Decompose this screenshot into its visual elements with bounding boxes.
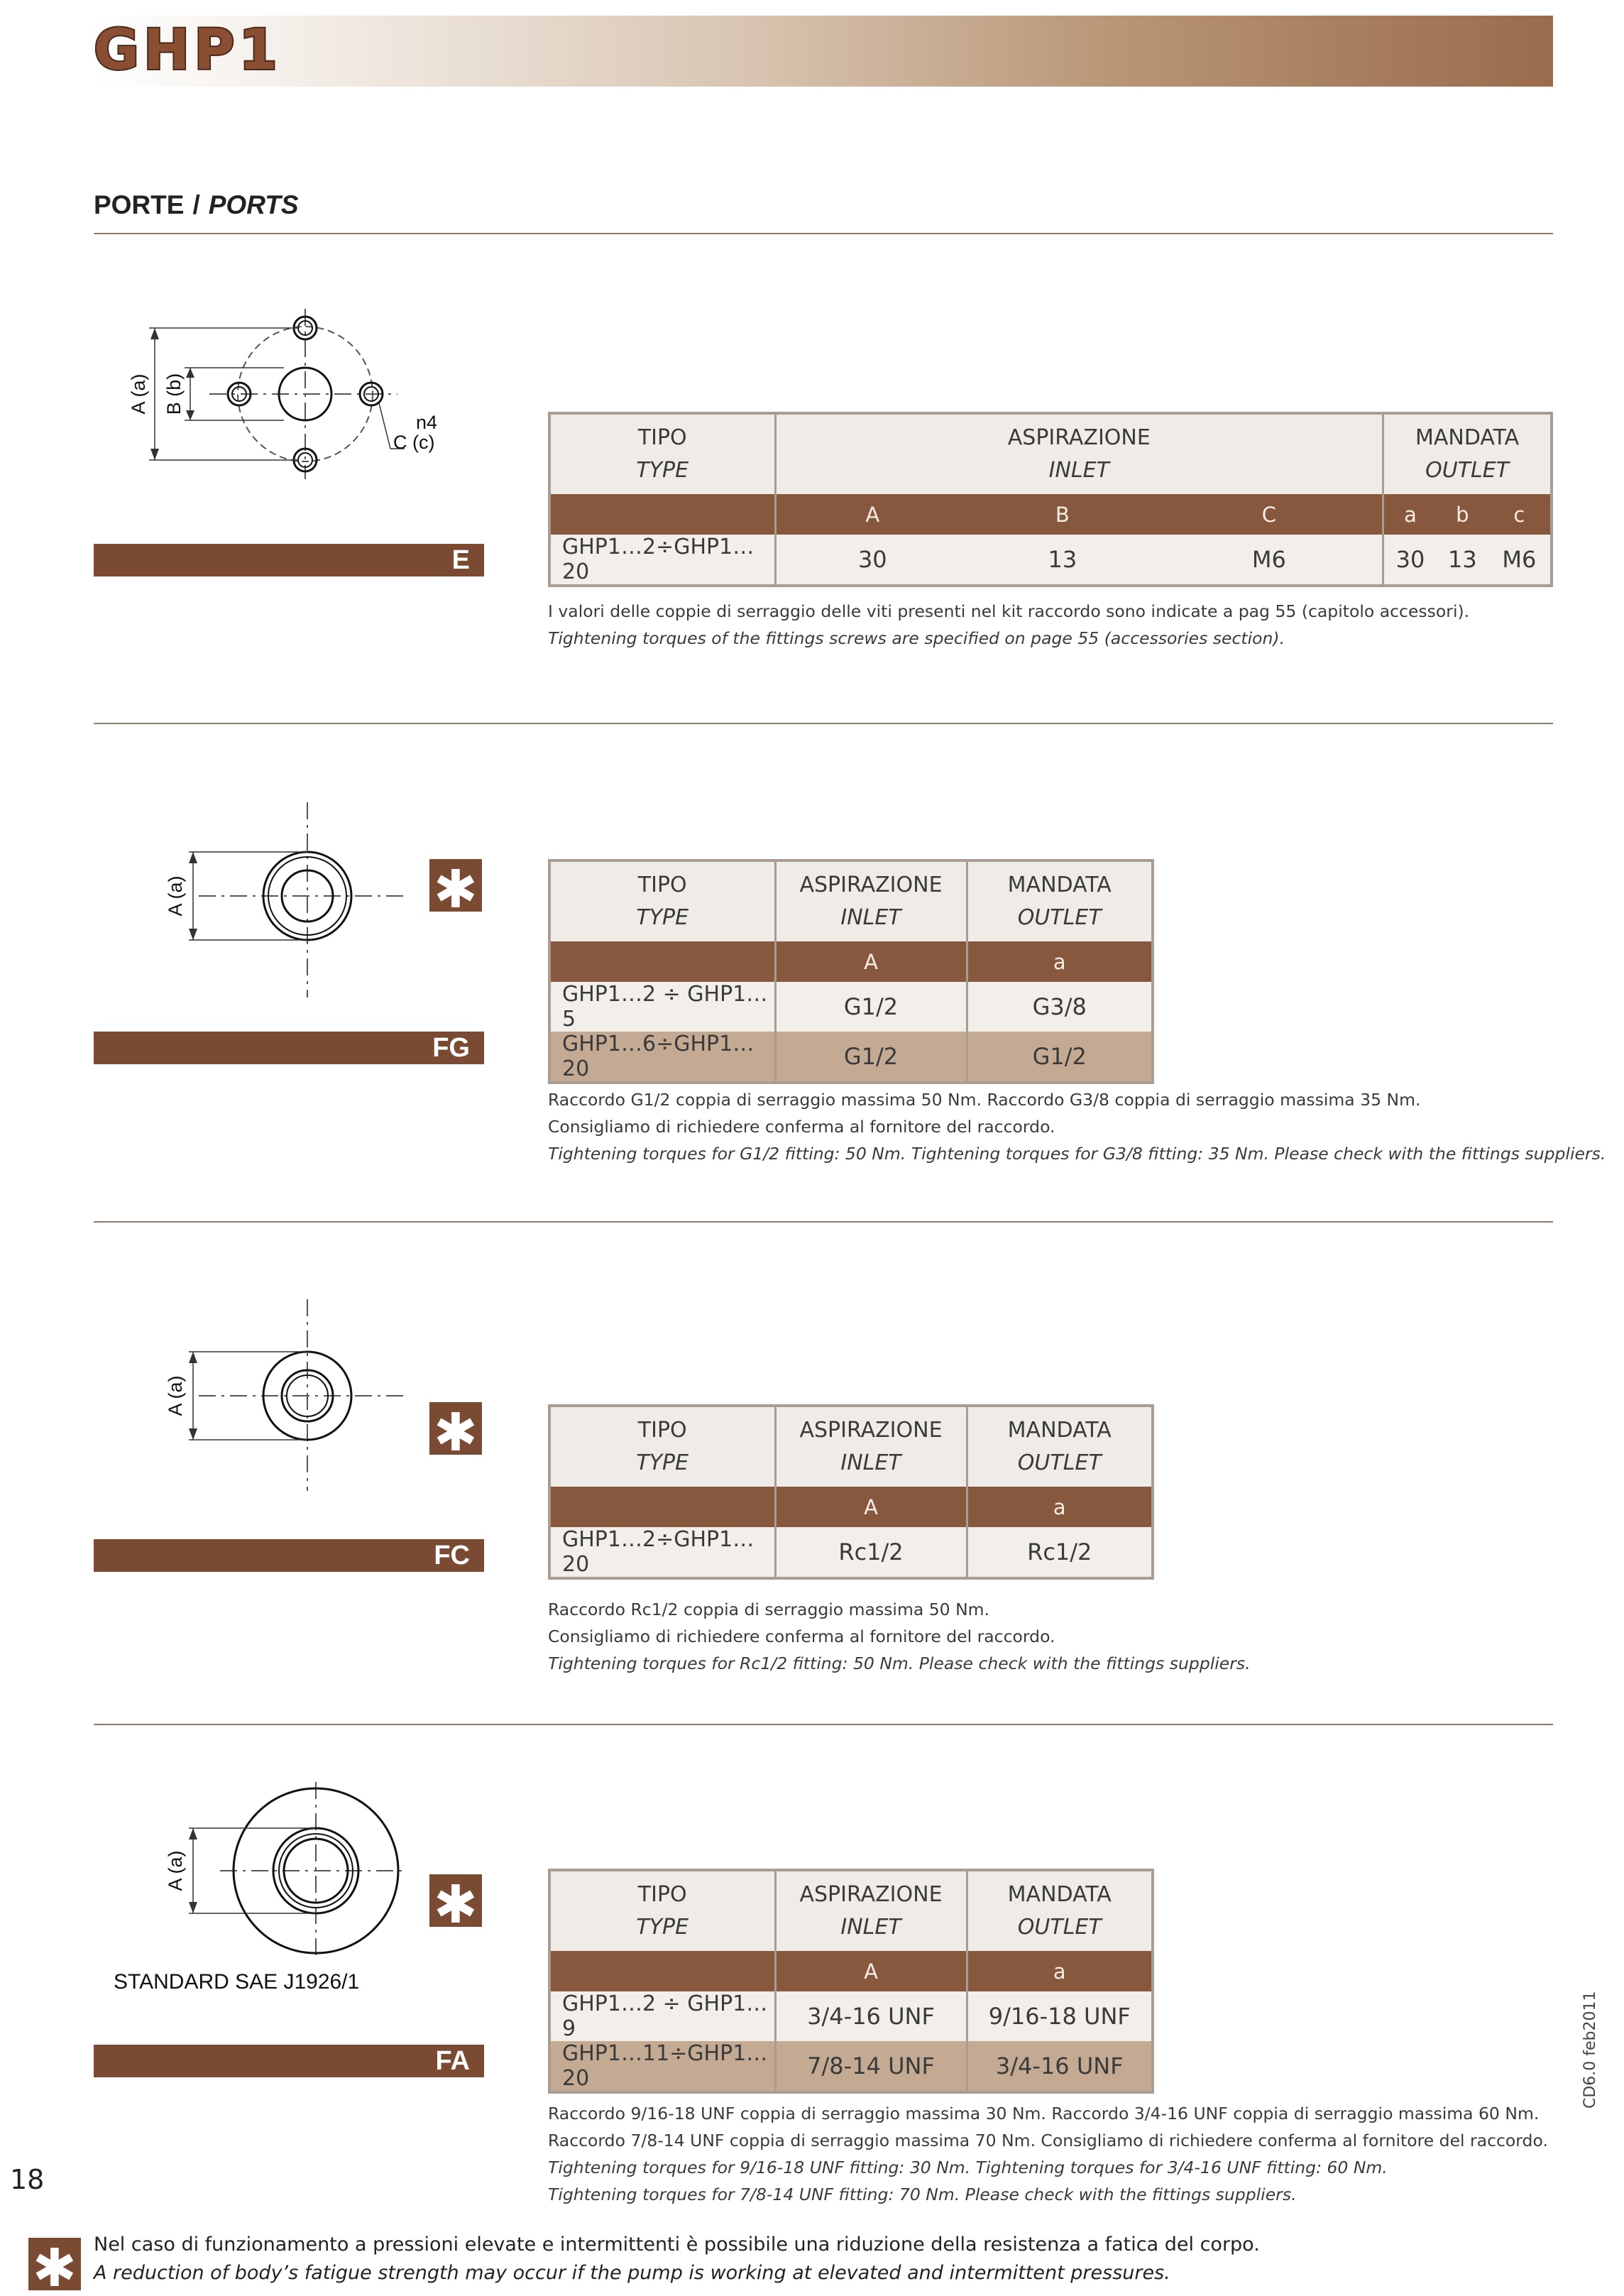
row-type: GHP1…2 ÷ GHP1…9 [549, 1991, 775, 2041]
outlet-label-en: OUTLET [1017, 1450, 1102, 1475]
table-header [549, 1406, 1153, 1487]
note-line: Raccordo G1/2 coppia di serraggio massima 50 Nm. Raccordo G3/8 coppia di serraggio massima 35 Nm. [548, 1090, 1421, 1110]
standard-label: STANDARD SAE J1926/1 [114, 1970, 360, 1994]
inlet-label-en: INLET [840, 1450, 901, 1475]
sub-col: a [1383, 494, 1437, 535]
type-label-it: TIPO [637, 873, 687, 897]
outlet-label-it: MANDATA [1007, 1882, 1112, 1907]
inlet-label-en: INLET [840, 1915, 901, 1940]
sub-col: A [775, 494, 969, 535]
table-row [549, 1991, 1153, 2041]
row-value: 30 [1383, 535, 1437, 586]
note-line: Tightening torques for G1/2 fitting: 50 Nm. Tightening torques for G3/8 fitting: 35 Nm. Please check with the fittings suppliers. [548, 1144, 1606, 1164]
row-type: GHP1…2÷GHP1…20 [549, 1527, 775, 1578]
section-heading [94, 190, 299, 220]
asterisk-icon: ✱ [28, 2238, 81, 2290]
port-e-label: E [94, 544, 484, 576]
sub-col: c [1488, 494, 1552, 535]
table-row [549, 1527, 1153, 1578]
outlet-label-it: MANDATA [1415, 425, 1520, 450]
row-type: GHP1…6÷GHP1…20 [549, 1032, 775, 1083]
sub-col: a [967, 941, 1153, 982]
note-line: Tightening torques for 9/16-18 UNF fitting: 30 Nm. Tightening torques for 3/4-16 UNF fitting: 60 Nm. [548, 2158, 1388, 2177]
port-fc-notes [548, 1596, 1251, 1677]
table-header [549, 1870, 1153, 1951]
row-value: G1/2 [775, 1032, 967, 1083]
port-e-notes [548, 598, 1469, 652]
note-line: Raccordo 9/16-18 UNF coppia di serraggio massima 30 Nm. Raccordo 3/4-16 UNF coppia di serraggio massima 60 Nm. [548, 2104, 1540, 2123]
section-title-en: PORTS [208, 190, 299, 219]
type-label-en: TYPE [636, 905, 689, 930]
footer-note-it: Nel caso di funzionamento a pressioni elevate e intermittenti è possibile una riduzione della resistenza a fatica del corpo. [94, 2234, 1260, 2256]
outlet-label-en: OUTLET [1017, 905, 1102, 930]
port-fc-table [548, 1404, 1154, 1580]
row-value: G3/8 [967, 982, 1153, 1032]
page-title: GHP1 [94, 18, 282, 82]
outlet-label-en: OUTLET [1425, 458, 1509, 483]
outlet-label-en: OUTLET [1017, 1915, 1102, 1940]
footer-note-en: A reduction of body’s fatigue strength may occur if the pump is working at elevated and intermittent pressures. [94, 2262, 1170, 2284]
port-fc-dim-a: A (a) [165, 1375, 186, 1416]
inlet-label-it: ASPIRAZIONE [799, 1882, 943, 1907]
port-e-dim-a: A (a) [128, 373, 149, 415]
outlet-label-it: MANDATA [1007, 1418, 1112, 1443]
table-subheader [549, 1951, 1153, 1991]
sub-col: B [969, 494, 1156, 535]
note-line: Tightening torques of the fittings screws are specified on page 55 (accessories section). [548, 628, 1285, 648]
table-subheader [549, 494, 1552, 535]
table-subheader [549, 1487, 1153, 1527]
section-separator: / [192, 190, 200, 219]
table-row [549, 2041, 1153, 2092]
row-value: M6 [1156, 535, 1383, 586]
row-value: Rc1/2 [967, 1527, 1153, 1578]
type-label-en: TYPE [636, 1915, 689, 1940]
note-line: Tightening torques for 7/8-14 UNF fitting: 70 Nm. Please check with the fittings suppliers. [548, 2185, 1297, 2204]
page-number: 18 [10, 2164, 45, 2195]
row-value: 9/16-18 UNF [967, 1991, 1153, 2041]
note-line: Raccordo 7/8-14 UNF coppia di serraggio massima 70 Nm. Consigliamo di richiedere conferma al fornitore del raccordo. [548, 2131, 1548, 2150]
sub-col: a [967, 1951, 1153, 1991]
table-header [549, 413, 1552, 494]
table-row [549, 535, 1552, 586]
sub-col: A [775, 1951, 967, 1991]
type-label-en: TYPE [636, 458, 689, 483]
inlet-label-it: ASPIRAZIONE [799, 1418, 943, 1443]
row-type: GHP1…2 ÷ GHP1…5 [549, 982, 775, 1032]
type-label-it: TIPO [637, 425, 687, 450]
row-value: 30 [775, 535, 969, 586]
note-line: Raccordo Rc1/2 coppia di serraggio massima 50 Nm. [548, 1600, 990, 1619]
outlet-label-it: MANDATA [1007, 873, 1112, 897]
asterisk-icon: ✱ [429, 1874, 482, 1927]
doc-code: CD6.0 feb2011 [1581, 1991, 1599, 2109]
title-bar [94, 16, 1553, 87]
sub-col: a [967, 1487, 1153, 1527]
asterisk-icon: ✱ [429, 859, 482, 912]
note-line: Tightening torques for Rc1/2 fitting: 50 Nm. Please check with the fittings suppliers. [548, 1653, 1251, 1673]
table-subheader [549, 941, 1153, 982]
port-fg-drawing [156, 802, 412, 1001]
port-fa-notes [548, 2100, 1548, 2208]
note-line: I valori delle coppie di serraggio delle viti presenti nel kit raccordo sono indicate a pag 55 (capitolo accessori). [548, 601, 1470, 621]
port-e-dim-n4: n4 [416, 412, 438, 433]
sub-col: C [1156, 494, 1383, 535]
port-fa-drawing [156, 1775, 412, 1967]
port-fg-notes [548, 1086, 1606, 1167]
port-fc-drawing [156, 1299, 412, 1498]
section-title-it: PORTE [94, 190, 185, 219]
table-row [549, 1032, 1153, 1083]
note-line: Consigliamo di richiedere conferma al fornitore del raccordo. [548, 1627, 1055, 1646]
row-type: GHP1…11÷GHP1…20 [549, 2041, 775, 2092]
footer-note [94, 2231, 1260, 2287]
port-fa-label: FA [94, 2045, 484, 2077]
port-fg-label: FG [94, 1032, 484, 1064]
section-divider [94, 1724, 1553, 1725]
row-value: M6 [1488, 535, 1552, 586]
sub-col: A [775, 941, 967, 982]
port-fg-table [548, 859, 1154, 1084]
row-value: 3/4-16 UNF [967, 2041, 1153, 2092]
sub-col: b [1437, 494, 1488, 535]
row-value: Rc1/2 [775, 1527, 967, 1578]
type-label-en: TYPE [636, 1450, 689, 1475]
row-value: 13 [1437, 535, 1488, 586]
row-value: G1/2 [967, 1032, 1153, 1083]
port-fc-label: FC [94, 1539, 484, 1572]
note-line: Consigliamo di richiedere conferma al fornitore del raccordo. [548, 1117, 1055, 1137]
type-label-it: TIPO [637, 1882, 687, 1907]
row-type: GHP1…2÷GHP1…20 [549, 535, 775, 586]
port-e-dim-c: C (c) [393, 432, 435, 453]
row-value: 7/8-14 UNF [775, 2041, 967, 2092]
sub-col: A [775, 1487, 967, 1527]
inlet-label-en: INLET [840, 905, 901, 930]
section-divider [94, 1221, 1553, 1223]
table-row [549, 982, 1153, 1032]
section-divider [94, 723, 1553, 724]
row-value: 13 [969, 535, 1156, 586]
inlet-label-it: ASPIRAZIONE [799, 873, 943, 897]
type-label-it: TIPO [637, 1418, 687, 1443]
port-e-drawing [106, 298, 461, 497]
port-e-table [548, 412, 1553, 587]
section-divider [94, 233, 1553, 234]
port-e-dim-b: B (b) [163, 373, 185, 415]
asterisk-icon: ✱ [429, 1402, 482, 1455]
row-value: G1/2 [775, 982, 967, 1032]
table-header [549, 860, 1153, 941]
port-fa-dim-a: A (a) [165, 1850, 186, 1891]
row-value: 3/4-16 UNF [775, 1991, 967, 2041]
port-fa-table [548, 1869, 1154, 2094]
port-fg-dim-a: A (a) [165, 875, 186, 917]
inlet-label-en: INLET [1048, 458, 1109, 483]
inlet-label-it: ASPIRAZIONE [1007, 425, 1151, 450]
